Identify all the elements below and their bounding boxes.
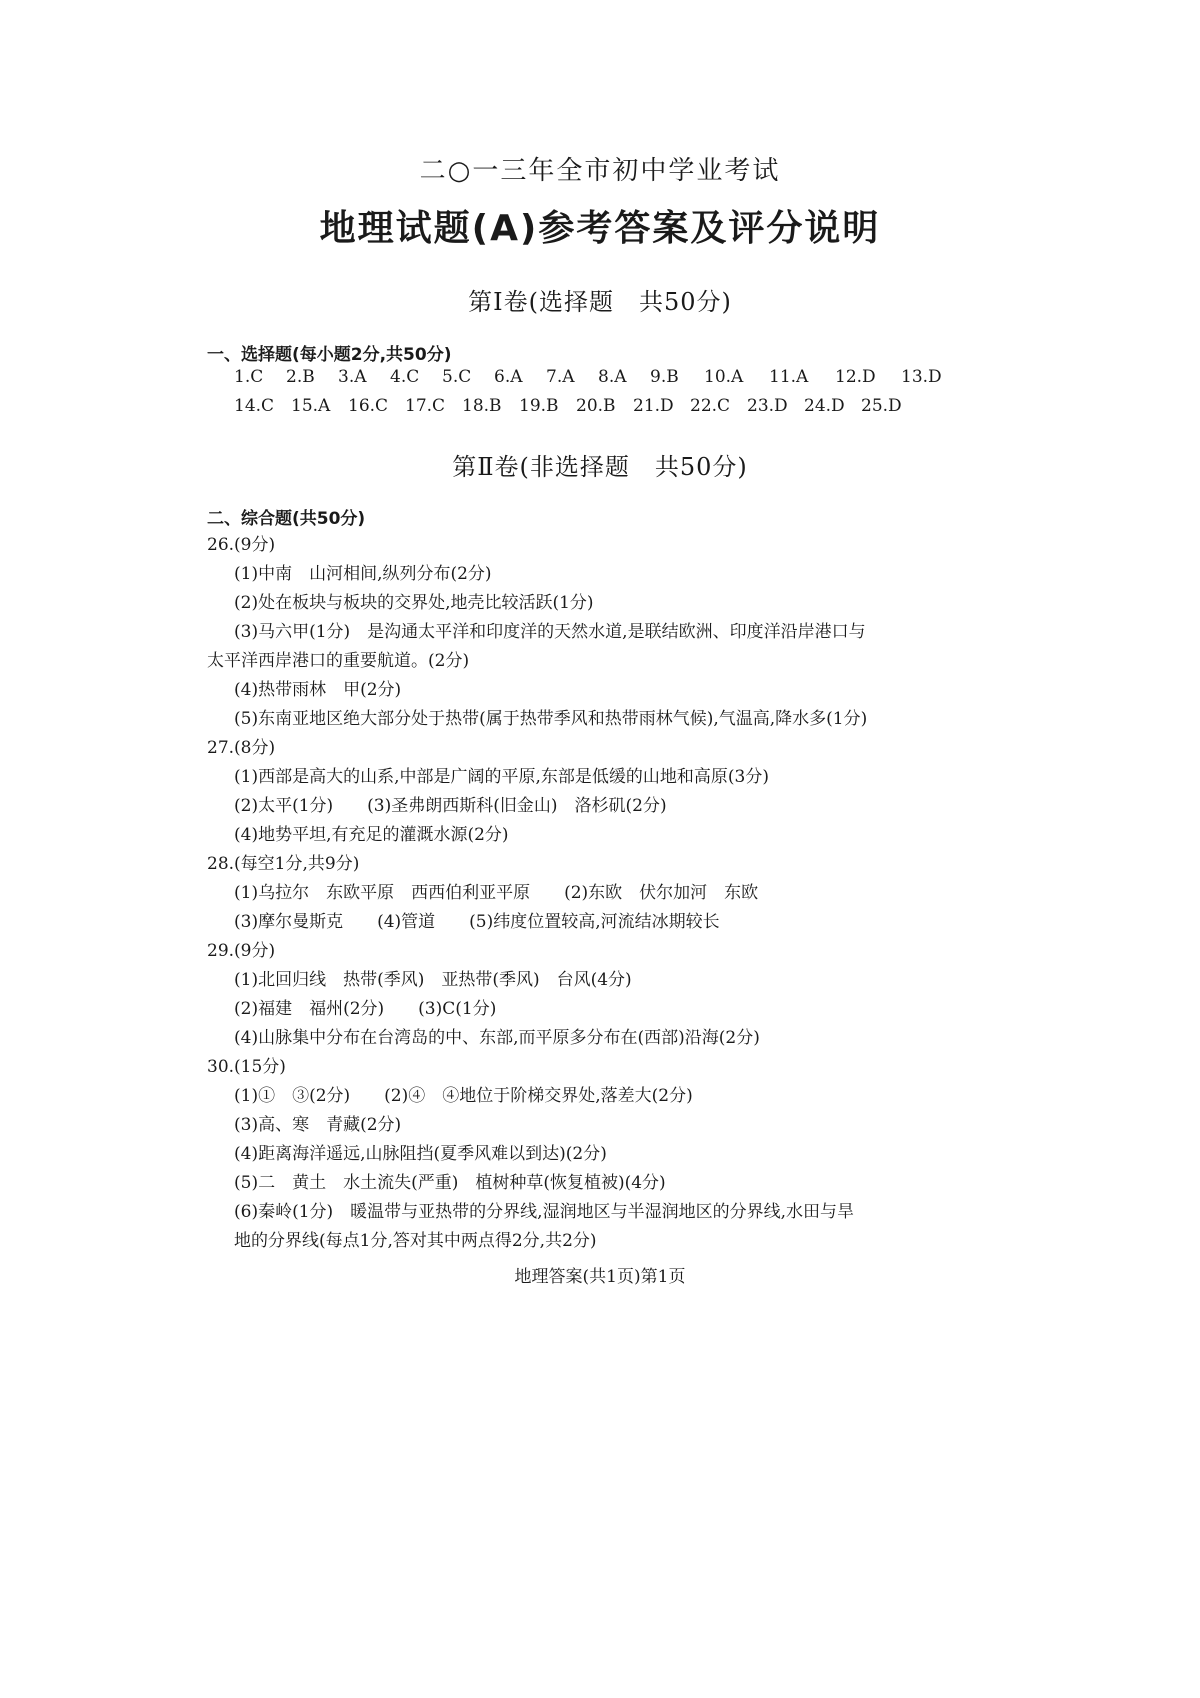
- answer-line: (3)高、寒 青藏(2分): [234, 1115, 402, 1135]
- document-title: 地理试题(A)参考答案及评分说明: [319, 208, 881, 249]
- answer-line: (1)西部是高大的山系,中部是广阔的平原,东部是低缓的山地和高原(3分): [234, 767, 769, 787]
- answer-line: (2)福建 福州(2分) (3)C(1分): [234, 999, 497, 1019]
- part-2-heading: 第Ⅱ卷(非选择题 共50分): [452, 453, 748, 481]
- choice-answer: 4.C: [390, 367, 420, 387]
- choice-answer: 19.B: [519, 396, 559, 416]
- choice-answer: 14.C: [234, 396, 275, 416]
- question-number: 30.(15分): [207, 1057, 286, 1077]
- question-number: 29.(9分): [207, 941, 276, 961]
- choice-answer: 2.B: [286, 367, 315, 387]
- answer-line: (3)摩尔曼斯克 (4)管道 (5)纬度位置较高,河流结冰期较长: [234, 912, 720, 932]
- question-30: [207, 1053, 987, 1256]
- question-number: 28.(每空1分,共9分): [207, 854, 360, 874]
- answer-line: (2)太平(1分) (3)圣弗朗西斯科(旧金山) 洛杉矶(2分): [234, 796, 667, 816]
- comprehensive-section-heading: 二、综合题(共50分): [207, 509, 366, 529]
- choice-answer: 18.B: [462, 396, 502, 416]
- answer-line: (1)① ③(2分) (2)④ ④地位于阶梯交界处,落差大(2分): [234, 1086, 693, 1106]
- question-27: [207, 734, 987, 850]
- choice-answer: 25.D: [861, 396, 902, 416]
- exam-title: 二○一三年全市初中学业考试: [419, 156, 781, 186]
- choice-answers-row-1: [234, 367, 1014, 391]
- choice-answer: 17.C: [405, 396, 446, 416]
- choice-answer: 22.C: [690, 396, 731, 416]
- choice-answer: 7.A: [546, 367, 575, 387]
- answer-line: 地的分界线(每点1分,答对其中两点得2分,共2分): [234, 1231, 597, 1251]
- page-footer: 地理答案(共1页)第1页: [514, 1267, 686, 1287]
- question-28: [207, 850, 987, 937]
- choice-answer: 5.C: [442, 367, 472, 387]
- choice-answer: 10.A: [704, 367, 744, 387]
- question-29: [207, 937, 987, 1053]
- answer-line: (4)热带雨林 甲(2分): [234, 680, 402, 700]
- choice-answer: 1.C: [234, 367, 264, 387]
- choice-answer: 15.A: [291, 396, 331, 416]
- choice-answer: 16.C: [348, 396, 389, 416]
- choice-answer: 24.D: [804, 396, 845, 416]
- answer-line: (3)马六甲(1分) 是沟通太平洋和印度洋的天然水道,是联结欧洲、印度洋沿岸港口与: [234, 622, 866, 642]
- choice-answer: 3.A: [338, 367, 367, 387]
- choice-answer: 13.D: [901, 367, 942, 387]
- answer-line: (1)中南 山河相间,纵列分布(2分): [234, 564, 492, 584]
- question-26: [207, 531, 987, 734]
- answer-line: (1)北回归线 热带(季风) 亚热带(季风) 台风(4分): [234, 970, 632, 990]
- choice-answer: 20.B: [576, 396, 616, 416]
- answer-line: (4)山脉集中分布在台湾岛的中、东部,而平原多分布在(西部)沿海(2分): [234, 1028, 760, 1048]
- answer-line: (6)秦岭(1分) 暖温带与亚热带的分界线,湿润地区与半湿润地区的分界线,水田与旱: [234, 1202, 854, 1222]
- part-1-heading: 第Ⅰ卷(选择题 共50分): [468, 288, 732, 316]
- choice-answer: 11.A: [769, 367, 809, 387]
- answer-line: 太平洋西岸港口的重要航道。(2分): [207, 651, 470, 671]
- answer-line: (5)东南亚地区绝大部分处于热带(属于热带季风和热带雨林气候),气温高,降水多(1分): [234, 709, 868, 729]
- question-number: 27.(8分): [207, 738, 276, 758]
- question-number: 26.(9分): [207, 535, 276, 555]
- answer-line: (4)距离海洋遥远,山脉阻挡(夏季风难以到达)(2分): [234, 1144, 607, 1164]
- choice-answers-row-2: [234, 396, 1014, 420]
- choice-answer: 9.B: [650, 367, 679, 387]
- choice-answer: 12.D: [835, 367, 876, 387]
- comprehensive-answers: [207, 531, 987, 1256]
- answer-line: (4)地势平坦,有充足的灌溉水源(2分): [234, 825, 509, 845]
- choice-answer: 23.D: [747, 396, 788, 416]
- choice-answer: 8.A: [598, 367, 627, 387]
- answer-line: (2)处在板块与板块的交界处,地壳比较活跃(1分): [234, 593, 594, 613]
- answer-line: (5)二 黄土 水土流失(严重) 植树种草(恢复植被)(4分): [234, 1173, 666, 1193]
- answer-line: (1)乌拉尔 东欧平原 西西伯利亚平原 (2)东欧 伏尔加河 东欧: [234, 883, 759, 903]
- choice-section-heading: 一、选择题(每小题2分,共50分): [207, 345, 452, 365]
- choice-answer: 21.D: [633, 396, 674, 416]
- choice-answer: 6.A: [494, 367, 523, 387]
